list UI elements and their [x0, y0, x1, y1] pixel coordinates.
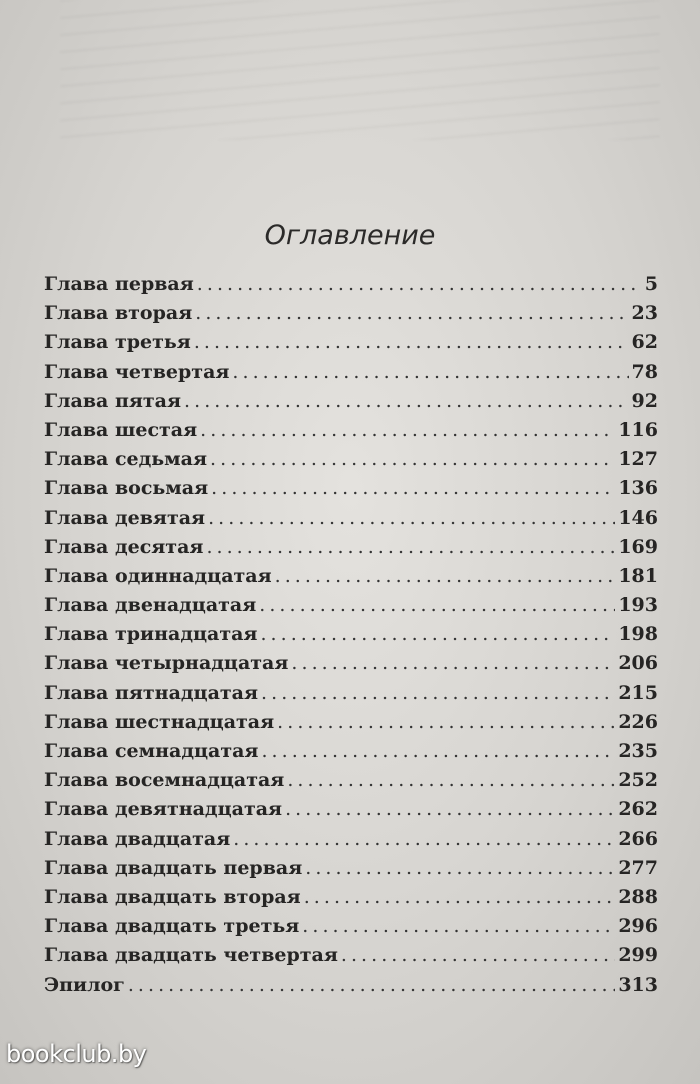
- toc-leader-dots: [304, 886, 616, 908]
- toc-entry-page: 206: [618, 652, 658, 675]
- toc-entry: [44, 886, 658, 915]
- toc-entry-page: 288: [618, 885, 658, 908]
- toc-entry: [44, 915, 658, 944]
- toc-entry-label: Глава двадцать первая: [44, 856, 303, 879]
- toc-leader-dots: [305, 857, 615, 879]
- toc-leader-dots: [261, 682, 615, 704]
- toc-leader-dots: [260, 623, 615, 645]
- toc-entry-label: Глава пятая: [44, 389, 182, 412]
- toc-entry: [44, 448, 658, 477]
- toc-entry-epilogue: [44, 974, 658, 1003]
- toc-entry-label: Глава седьмая: [44, 448, 208, 471]
- toc-entry-page: 193: [618, 594, 658, 617]
- toc-leader-dots: [195, 302, 628, 324]
- toc-entry-page: 235: [618, 740, 658, 762]
- toc-entry-label: Глава шестнадцатая: [44, 710, 275, 733]
- toc-leader-dots: [291, 652, 615, 674]
- toc-leader-dots: [194, 331, 629, 353]
- toc-leader-dots: [128, 974, 616, 996]
- toc-leader-dots: [341, 944, 615, 966]
- toc-entry: [44, 740, 658, 769]
- toc-entry-label: Глава двадцать четвертая: [44, 944, 338, 967]
- toc-entry: [44, 944, 658, 973]
- toc-entry-label: Глава двадцатая: [44, 827, 231, 850]
- toc-leader-dots: [197, 273, 642, 295]
- toc-leader-dots: [275, 565, 616, 587]
- toc-entry-label: Глава семнадцатая: [44, 740, 259, 762]
- toc-entry: [44, 652, 658, 681]
- toc-leader-dots: [285, 798, 615, 820]
- table-of-contents: [44, 273, 658, 1003]
- toc-leader-dots: [232, 361, 628, 383]
- toc-entry-page: 215: [618, 681, 658, 704]
- toc-leader-dots: [287, 769, 615, 791]
- toc-entry-page: 252: [618, 769, 658, 792]
- toc-entry: [44, 623, 658, 652]
- toc-entry-page: 92: [631, 389, 658, 412]
- toc-entry-label: Глава четвертая: [44, 360, 230, 383]
- toc-entry-page: 136: [618, 477, 658, 500]
- toc-entry-page: 5: [644, 273, 658, 295]
- toc-leader-dots: [211, 477, 615, 499]
- toc-entry: [44, 331, 658, 360]
- toc-leader-dots: [208, 507, 615, 529]
- toc-entry: [44, 419, 658, 448]
- toc-entry-page: 78: [631, 360, 658, 383]
- toc-leader-dots: [200, 419, 615, 441]
- toc-entry-label: Глава пятнадцатая: [44, 681, 259, 704]
- toc-entry: [44, 477, 658, 506]
- toc-entry: [44, 361, 658, 390]
- toc-entry: [44, 273, 658, 302]
- toc-entry-page: 296: [618, 915, 658, 938]
- toc-entry: [44, 769, 658, 798]
- toc-entry-label: Глава шестая: [44, 418, 198, 441]
- toc-entry: [44, 565, 658, 594]
- bleed-through-text: [60, 0, 660, 140]
- toc-entry-page: 62: [631, 331, 658, 354]
- toc-leader-dots: [277, 711, 615, 733]
- toc-leader-dots: [210, 448, 615, 470]
- toc-entry: [44, 857, 658, 886]
- toc-leader-dots: [184, 390, 629, 412]
- toc-entry-label: Глава восьмая: [44, 477, 209, 500]
- toc-entry-label: Глава двадцать третья: [44, 915, 300, 938]
- toc-entry: [44, 594, 658, 623]
- toc-entry: [44, 828, 658, 857]
- toc-entry-page: 266: [618, 827, 658, 850]
- toc-entry-label: Глава девятнадцатая: [44, 798, 283, 821]
- toc-entry-label: Глава двенадцатая: [44, 594, 257, 617]
- toc-leader-dots: [259, 594, 615, 616]
- toc-entry-page: 116: [618, 418, 658, 441]
- toc-entry-page: 313: [618, 973, 658, 996]
- toc-entry-label: Глава десятая: [44, 535, 204, 558]
- toc-title: Оглавление: [264, 220, 436, 251]
- toc-entry-label: Глава восемнадцатая: [44, 769, 285, 792]
- toc-entry: [44, 390, 658, 419]
- toc-entry: [44, 302, 658, 331]
- toc-entry-page: 277: [618, 856, 658, 879]
- toc-entry-label: Глава четырнадцатая: [44, 652, 289, 675]
- toc-entry-label: Глава тринадцатая: [44, 623, 258, 646]
- toc-entry-page: 23: [631, 302, 658, 325]
- toc-leader-dots: [261, 740, 615, 762]
- toc-entry-label: Глава третья: [44, 331, 191, 354]
- toc-entry-label: Эпилог: [44, 973, 125, 996]
- toc-entry-label: Глава одиннадцатая: [44, 564, 272, 587]
- toc-entry-page: 127: [618, 448, 658, 471]
- toc-entry-label: Глава вторая: [44, 302, 193, 325]
- toc-entry-page: 198: [618, 623, 658, 646]
- toc-entry: [44, 711, 658, 740]
- toc-leader-dots: [206, 536, 615, 558]
- toc-entry-label: Глава девятая: [44, 506, 206, 529]
- toc-entry-label: Глава двадцать вторая: [44, 885, 301, 908]
- toc-entry-label: Глава первая: [44, 273, 194, 295]
- toc-leader-dots: [302, 915, 615, 937]
- toc-entry-page: 262: [618, 798, 658, 821]
- toc-leader-dots: [233, 828, 615, 850]
- toc-entry: [44, 507, 658, 536]
- toc-entry-page: 181: [618, 564, 658, 587]
- toc-entry-page: 226: [618, 710, 658, 733]
- toc-entry-page: 299: [618, 944, 658, 967]
- site-watermark: bookclub.by: [6, 1040, 147, 1068]
- toc-entry: [44, 798, 658, 827]
- toc-entry-page: 146: [618, 506, 658, 529]
- toc-entry: [44, 536, 658, 565]
- toc-entry: [44, 682, 658, 711]
- toc-entry-page: 169: [618, 535, 658, 558]
